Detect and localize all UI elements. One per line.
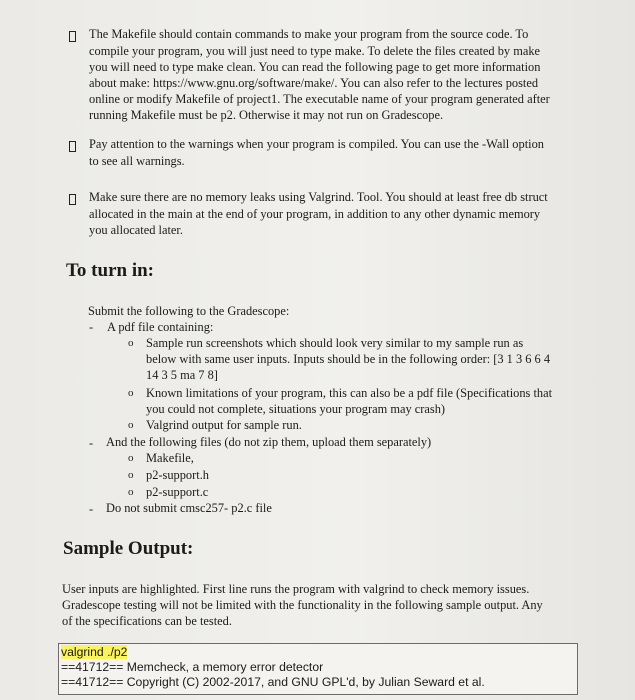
circle-bullet-icon: o: [128, 419, 134, 431]
terminal-command: [61, 645, 127, 659]
circle-bullet-icon: o: [128, 337, 134, 349]
sub2-item-1: Makefile,: [146, 451, 194, 465]
square-bullet-icon: [69, 141, 76, 152]
highlighted-user-input: valgrind ./p2: [61, 645, 128, 659]
sample-output-heading: Sample Output:: [63, 538, 194, 559]
note-1-line-6: running Makefile must be p2. Otherwise it may not run on Gradescope.: [89, 108, 444, 122]
note-2-line-1: Pay attention to the warnings when your program is compiled. You can use the -Wall option: [89, 137, 544, 151]
sample-line-3: of the specifications can be tested.: [62, 614, 232, 628]
note-3-line-1: Make sure there are no memory leaks using Valgrind. Tool. You should at least free db struct: [89, 190, 548, 204]
note-1-line-4: about make: https://www.gnu.org/software/make/. You can also refer to the lectures posted: [89, 76, 539, 90]
note-1-line-3: you will need to type make clean. You can read the following page to get more information: [89, 60, 541, 74]
square-bullet-icon: [69, 194, 76, 205]
sub1-item-2-line-1: Known limitations of your program, this can also be a pdf file (Specifications that: [146, 386, 553, 400]
circle-bullet-icon: o: [128, 469, 134, 481]
sub1-item-3: Valgrind output for sample run.: [146, 418, 302, 432]
note-1-line-1: The Makefile should contain commands to make your program from the source code. To: [89, 27, 529, 41]
terminal-line-2: ==41712== Memcheck, a memory error detector: [61, 660, 324, 674]
turn-in-item-3: Do not submit cmsc257- p2.c file: [106, 501, 272, 515]
note-1-line-2: compile your program, you will just need to type make. To delete the files created by make: [89, 44, 541, 58]
turn-in-intro: Submit the following to the Gradescope:: [88, 304, 290, 318]
sub2-item-3: p2-support.c: [146, 485, 209, 499]
sample-line-2: Gradescope testing will not be limited with the functionality in the following sample output. Any: [62, 598, 543, 612]
dash-bullet: -: [89, 320, 94, 334]
terminal-output-box: [58, 643, 578, 695]
sub1-item-1-line-2: below with same user inputs. Inputs should be in the following order: [3 1 3 6 6 4: [146, 352, 551, 366]
turn-in-item-2: And the following files (do not zip them, upload them separately): [106, 435, 432, 449]
sample-line-1: User inputs are highlighted. First line runs the program with valgrind to check memory issues.: [62, 582, 530, 596]
note-2-line-2: to see all warnings.: [89, 154, 185, 168]
terminal-line-3: ==41712== Copyright (C) 2002-2017, and GNU GPL'd, by Julian Seward et al.: [61, 675, 485, 689]
dash-bullet: -: [89, 436, 94, 450]
sub1-item-1-line-1: Sample run screenshots which should look very similar to my sample run as: [146, 336, 524, 350]
sub1-item-1-line-3: 14 3 5 ma 7 8]: [146, 368, 218, 382]
sub1-item-2-line-2: you could not complete, situations your program may crash): [146, 402, 446, 416]
turn-in-item-1: A pdf file containing:: [107, 320, 214, 334]
note-1-line-5: online or modify Makefile of project1. The executable name of your program generated after: [89, 92, 550, 106]
circle-bullet-icon: o: [128, 387, 134, 399]
turn-in-heading: To turn in:: [66, 260, 154, 281]
sub2-item-2: p2-support.h: [146, 468, 209, 482]
note-3-line-3: you allocated later.: [89, 223, 183, 237]
circle-bullet-icon: o: [128, 452, 134, 464]
square-bullet-icon: [69, 31, 76, 42]
note-3-line-2: allocated in the main at the end of your program, in addition to any other dynamic memory: [89, 207, 541, 221]
dash-bullet: -: [89, 502, 94, 516]
circle-bullet-icon: o: [128, 486, 134, 498]
